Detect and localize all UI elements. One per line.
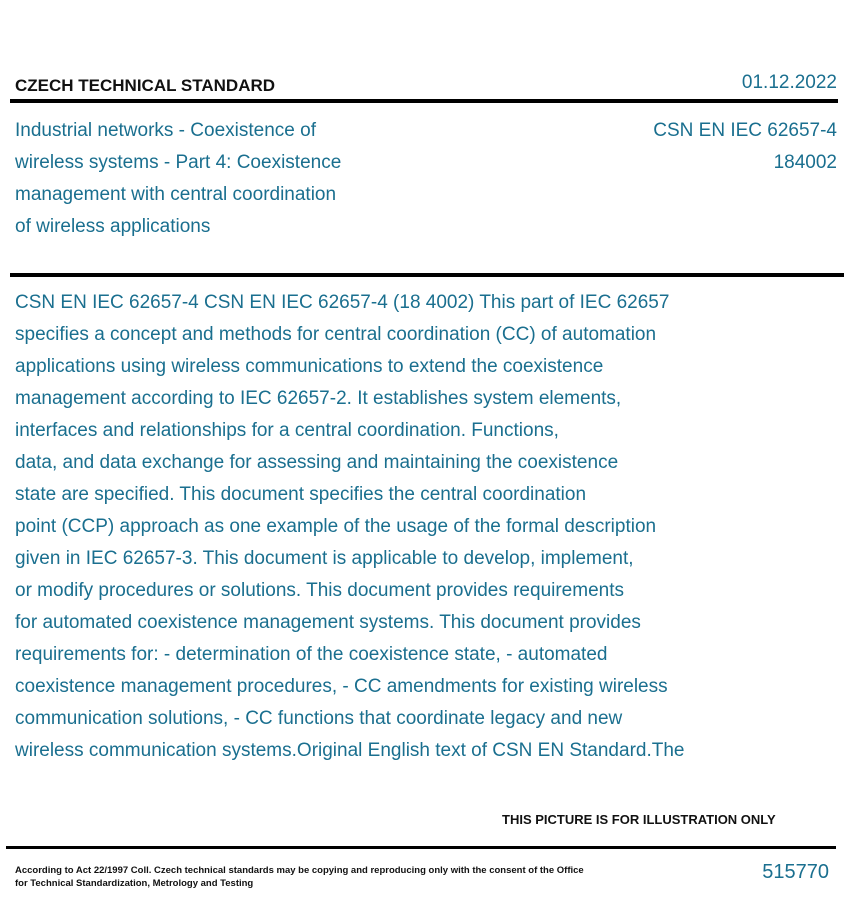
copyright-line: for Technical Standardization, Metrology and Testing	[15, 878, 254, 889]
abstract-line: CSN EN IEC 62657-4 CSN EN IEC 62657-4 (18 4002) This part of IEC 62657	[15, 292, 670, 313]
publication-date: 01.12.2022	[741, 72, 837, 93]
abstract-line: data, and data exchange for assessing and maintaining the coexistence	[15, 452, 619, 473]
copyright-notice	[15, 864, 595, 890]
abstract-line: applications using wireless communications to extend the coexistence	[15, 356, 604, 377]
standard-identifiers	[653, 115, 837, 179]
standard-code: 184002	[773, 152, 837, 173]
title-line: of wireless applications	[15, 216, 211, 237]
abstract-line: given in IEC 62657-3. This document is applicable to develop, implement,	[15, 548, 634, 569]
catalog-id: 515770	[762, 861, 829, 883]
abstract-line: requirements for: - determination of the coexistence state, - automated	[15, 644, 608, 665]
abstract-line: wireless communication systems.Original English text of CSN EN Standard.The	[15, 740, 685, 761]
copyright-line: According to Act 22/1997 Coll. Czech technical standards may be copying and reproducing only with the consent of the Office	[15, 865, 584, 876]
title-divider	[10, 273, 844, 277]
abstract-line: coexistence management procedures, - CC amendments for existing wireless	[15, 676, 668, 697]
document-type-label: CZECH TECHNICAL STANDARD	[15, 76, 276, 95]
abstract-line: state are specified. This document specifies the central coordination	[15, 484, 587, 505]
abstract-line: point (CCP) approach as one example of the usage of the formal description	[15, 516, 657, 537]
title-line: wireless systems - Part 4: Coexistence	[15, 152, 342, 173]
header-divider	[10, 99, 838, 103]
abstract-line: specifies a concept and methods for central coordination (CC) of automation	[15, 324, 657, 345]
abstract-line: interfaces and relationships for a central coordination. Functions,	[15, 420, 559, 441]
standard-number: CSN EN IEC 62657-4	[653, 120, 837, 141]
abstract-line: for automated coexistence management systems. This document provides	[15, 612, 641, 633]
abstract-line: or modify procedures or solutions. This document provides requirements	[15, 580, 624, 601]
footer-divider	[6, 846, 836, 849]
illustration-notice: THIS PICTURE IS FOR ILLUSTRATION ONLY	[502, 812, 776, 827]
standard-abstract	[15, 287, 845, 767]
abstract-line: management according to IEC 62657-2. It establishes system elements,	[15, 388, 622, 409]
standard-title	[15, 115, 415, 243]
title-line: Industrial networks - Coexistence of	[15, 120, 316, 141]
title-line: management with central coordination	[15, 184, 337, 205]
abstract-line: communication solutions, - CC functions that coordinate legacy and new	[15, 708, 623, 729]
